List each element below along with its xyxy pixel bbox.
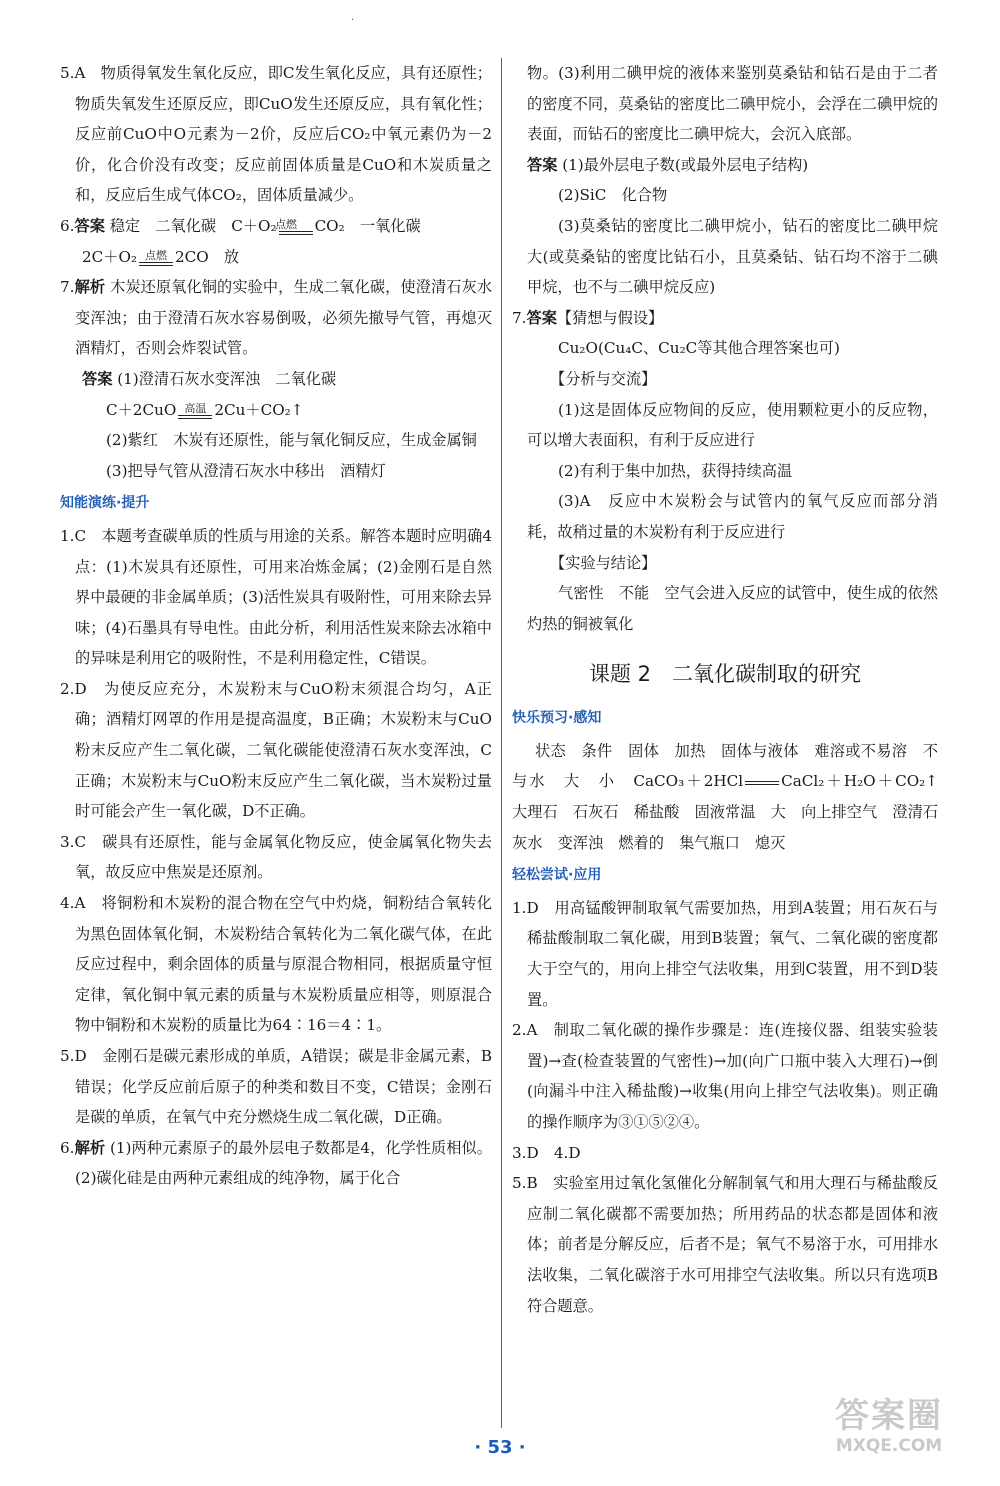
exercise-6-answer3: (3)莫桑钻的密度比二碘甲烷小，钻石的密度比二碘甲烷大(或莫桑钻的密度比钻石小，且莫桑钻、钻石均不溶于二碘甲烷，也不与二碘甲烷反应)	[527, 216, 938, 297]
preview-answers	[512, 736, 954, 858]
equation-right: 2CO 放	[175, 247, 240, 266]
analysis-text: 木炭还原氧化铜的实验中，生成二氧化碳，使澄清石灰水变浑浊；由于澄清石灰水容易倒吸，必须先撤导气管，再熄灭酒精灯，否则会炸裂试管。	[75, 278, 493, 358]
reaction-condition	[745, 780, 779, 785]
exercise-7-line3: 【分析与交流】	[550, 369, 657, 388]
watermark-logo	[814, 1396, 964, 1468]
answer-7-analysis	[60, 272, 492, 364]
answer-5: 5.A 物质得氧发生氧化反应，即C发生氧化反应，具有还原性；物质失氧发生还原反应，即CuO发生还原反应，具有氧化性；反应前CuO中O元素为－2价，反应后CO₂中氧元素仍为－2价，化合价没有改变；反应前固体质量是CuO和木炭质量之和，反应后生成气体CO₂，固体质量减少。	[60, 64, 492, 205]
exercise-6-answer1	[512, 150, 938, 181]
exercise-7-line8: 气密性 不能 空气会进入反应的试管中，使生成的依然灼热的铜被氧化	[527, 584, 938, 633]
equals-sign	[279, 231, 313, 235]
trial-5: 5.B 实验室用过氧化氢催化分解制氧气和用大理石与稀盐酸反应制二氧化碳都不需要加热；所用药品的状态都是固体和液体；前者是分解反应，后者不是；氧气不易溶于水，可用排水法收集，二氧化碳溶于水可用排空气法收集。所以只有选项B符合题意。	[512, 1174, 938, 1315]
reaction-condition	[139, 250, 173, 266]
analysis-label: 解析	[74, 278, 106, 297]
answer-label: 答案	[527, 155, 558, 174]
trial-3-4: 3.D 4.D	[512, 1143, 581, 1162]
exercise-7-line4: (1)这是固体反应物间的反应，使用颗粒更小的反应物，可以增大表面积，有利于反应进行	[527, 400, 938, 450]
section-heading: 知能演练·提升	[60, 495, 150, 512]
answer-label: 答案	[526, 308, 557, 327]
analysis-label: 解析	[74, 1138, 106, 1157]
exercise-7-line7: 【实验与结论】	[550, 553, 657, 572]
section-heading: 轻松尝试·应用	[512, 867, 602, 884]
exercise-2: 2.D 为使反应充分，木炭粉末与CuO粉末须混合均匀，A正确；酒精灯网罩的作用是提高温度，B正确；木炭粉末与CuO粉末反应产生二氧化碳，二氧化碳能使澄清石灰水变浑浊，C正确；木炭粉末与CuO粉末反应产生二氧化碳，当木炭粉过量时可能会产生一氧化碳，D不正确。	[60, 679, 492, 821]
equation-left: C＋2CuO	[106, 400, 177, 419]
answer-7-number: 7.	[60, 278, 75, 297]
equals-sign	[178, 415, 212, 419]
equals-sign	[139, 262, 173, 266]
preview-answers-part1: 状态 条件 固体 加热 固体与液体 难溶或不易溶 不与水 大 小 CaCO₃＋2HCl	[512, 741, 938, 791]
answer-6-line1	[60, 211, 492, 242]
answer-label: 答案	[74, 216, 105, 235]
exercise-1: 1.C 本题考查碳单质的性质与用途的关系。解答本题时应明确4点：(1)木炭具有还原性，可用来冶炼金属；(2)金刚石是自然界中最硬的非金属单质；(3)活性炭具有吸附性，可用来除去异味；(4)石墨具有导电性。由此分析，利用活性炭来除去冰箱中的异味是利用它的吸附性，不是利用稳定性，C错误。	[60, 526, 492, 668]
preview-answers-part2: CaCl₂＋H₂O＋CO₂↑ 大理石 石灰石 稀盐酸 固液常温 大 向上排空气 澄清石灰水 变浑浊 燃着的 集气瓶口 熄灭	[512, 772, 954, 852]
reaction-condition	[178, 403, 212, 419]
trial-1: 1.D 用高锰酸钾制取氧气需要加热，用到A装置；用石灰石与稀盐酸制取二氧化碳，用到B装置；氧气、二氧化碳的密度都大于空气的，用向上排空气法收集，用到C装置，用不到D装置。	[512, 898, 938, 1009]
condition-label: 点燃	[145, 248, 168, 262]
exercise-6-text: (1)两种元素原子的最外层电子数都是4，化学性质相似。(2)碳化硅是由两种元素组成的纯净物，属于化合	[75, 1138, 492, 1188]
exercise-6-number: 6.	[60, 1138, 75, 1157]
trial-2: 2.A 制取二氧化碳的操作步骤是：连(连接仪器、组装实验装置)→查(检查装置的气密性)→加(向广口瓶中装入大理石)→倒(向漏斗中注入稀盐酸)→收集(用向上排空气法收集)。则正确的操作顺序为③①⑤②④。	[512, 1021, 938, 1131]
exercise-7-line5: (2)有利于集中加热，获得持续高温	[558, 461, 793, 480]
answer-6-text-b: CO₂ 一氧化碳	[314, 216, 421, 235]
answer-7-ans1	[60, 364, 492, 395]
answer-7-ans3: (3)把导气管从澄清石灰水中移出 酒精灯	[106, 461, 386, 480]
equals-sign	[745, 781, 779, 785]
column-divider	[501, 58, 502, 1428]
exercise-7-heading: 【猜想与假设】	[556, 308, 664, 327]
right-column	[512, 58, 954, 1321]
exercise-6-continued: 物。(3)利用二碘甲烷的液体来鉴别莫桑钻和钻石是由于二者的密度不同，莫桑钻的密度比二碘甲烷小，会浮在二碘甲烷的表面，而钻石的密度比二碘甲烷大，会沉入底部。	[527, 64, 938, 144]
topic-title: 课题 2 二氧化碳制取的研究	[588, 662, 862, 687]
condition-label: 点燃	[275, 217, 298, 231]
answer-6-text-a: 稳定 二氧化碳 C＋O₂	[104, 216, 277, 235]
equation-left: 2C＋O₂	[82, 247, 138, 266]
section-heading: 快乐预习·感知	[512, 710, 602, 727]
exercise-6-answer2: (2)SiC 化合物	[558, 186, 668, 205]
watermark-url: MXQE.COM	[835, 1436, 943, 1456]
watermark-text: 答案圈	[835, 1396, 943, 1436]
top-dot: ·	[351, 15, 355, 26]
condition-label: 高温	[184, 401, 207, 415]
exercise-3: 3.C 碳具有还原性，能与金属氧化物反应，使金属氧化物失去氧，故反应中焦炭是还原剂。	[60, 832, 492, 882]
answer-7-ans1-text: (1)澄清石灰水变浑浊 二氧化碳	[117, 369, 337, 388]
exercise-7-line1	[512, 303, 938, 334]
exercise-6-answer1-text: (1)最外层电子数(或最外层电子结构)	[557, 155, 809, 174]
exercise-6	[60, 1133, 492, 1194]
answer-7-equation	[60, 395, 492, 426]
reaction-condition	[275, 217, 313, 235]
page-number: · 53 ·	[474, 1437, 526, 1458]
answer-label: 答案	[82, 369, 113, 388]
exercise-7-line6: (3)A 反应中木炭粉会与试管内的氧气反应而部分消耗，故稍过量的木炭粉有利于反应进行	[527, 492, 938, 541]
equation-right: 2Cu＋CO₂↑	[214, 400, 304, 419]
left-column	[60, 58, 492, 1194]
exercise-7-number: 7.	[512, 308, 527, 327]
exercise-7-line2: Cu₂O(Cu₄C、Cu₂C等其他合理答案也可)	[558, 339, 840, 358]
answer-6-line2	[60, 242, 492, 273]
exercise-4: 4.A 将铜粉和木炭粉的混合物在空气中灼烧，铜粉结合氧转化为黑色固体氧化铜，木炭粉结合氧转化为二氧化碳气体，在此反应过程中，剩余固体的质量与原混合物相同，根据质量守恒定律，氧化铜中氧元素的质量与木炭粉质量应相等，则原混合物中铜粉和木炭粉的质量比为64∶16＝4∶1。	[60, 894, 492, 1035]
answer-6-number: 6.	[60, 216, 75, 235]
answer-7-ans2: (2)紫红 木炭有还原性，能与氧化铜反应，生成金属铜	[106, 431, 477, 450]
exercise-5: 5.D 金刚石是碳元素形成的单质，A错误；碳是非金属元素，B错误；化学反应前后原子的种类和数目不变，C错误；金刚石是碳的单质，在氧气中充分燃烧生成二氧化碳，D正确。	[60, 1047, 492, 1127]
